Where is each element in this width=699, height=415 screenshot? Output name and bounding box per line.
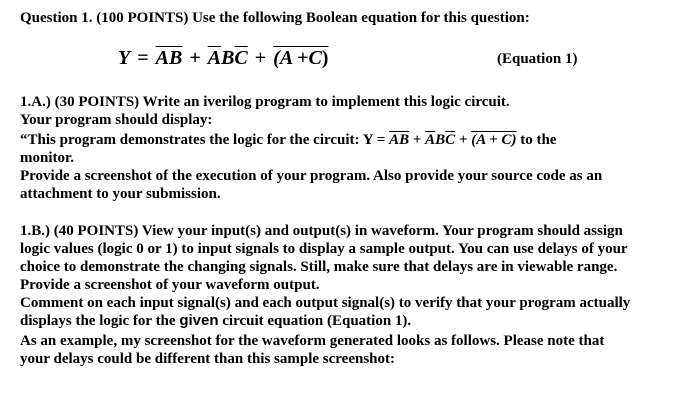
part-b-line2: logic values (logic 0 or 1) to input signals to display a sample output. You can use delays of your [20, 241, 628, 257]
part-b-line3: choice to demonstrate the changing signals. Still, make sure that delays are in viewable range. [20, 259, 618, 275]
eq-term2-a: $\overline{A}$ [207, 47, 222, 69]
part-a-line1: 1.A.) (30 POINTS) Write an iverilog program to implement this logic circuit. [20, 94, 510, 110]
part-b-line1: 1.B.) (40 POINTS) View your input(s) and output(s) in waveform. Your program should assign [20, 223, 623, 239]
part-b-line8: your delays could be different than this sample screenshot: [20, 351, 396, 367]
part-a-line2: Your program should display: [20, 112, 213, 128]
part-a-line5: Provide a screenshot of the execution of your program. Also provide your source code as an [20, 168, 603, 184]
part-b-line4: Provide a screenshot of your waveform output. [20, 277, 320, 293]
eq-term3: (A +C) [273, 47, 329, 69]
question-title: Question 1. (100 POINTS) Use the following Boolean equation for this question: [20, 10, 530, 26]
part-b-line7: As an example, my screenshot for the waveform generated looks as follows. Please note that [20, 333, 605, 349]
part-b-line5: Comment on each input signal(s) and each output signal(s) to verify that your program actually [20, 295, 631, 311]
eq-term2-b: B [221, 47, 235, 69]
part-a-line3: “This program demonstrates the logic for the circuit: $Y = \overline{AB} + \overline{A}B\overline{C} + (A + C)$ to the [20, 132, 557, 148]
equation-label: (Equation 1) [497, 51, 578, 67]
eq-lhs: Y [118, 47, 131, 69]
part-a-line4: monitor. [20, 150, 75, 166]
eq-term1: $\overline{AB}$ [155, 47, 183, 69]
eq-plus1: + [189, 47, 201, 69]
eq-plus2: + [254, 47, 267, 69]
eq-equals: = [137, 47, 149, 69]
eq-term2-c: $\overline{C}$ [234, 47, 248, 69]
boolean-equation [118, 46, 328, 70]
part-b-line6: displays the logic for the given circuit equation (Equation 1). [20, 312, 412, 329]
part-a-line6: attachment to your submission. [20, 186, 221, 202]
